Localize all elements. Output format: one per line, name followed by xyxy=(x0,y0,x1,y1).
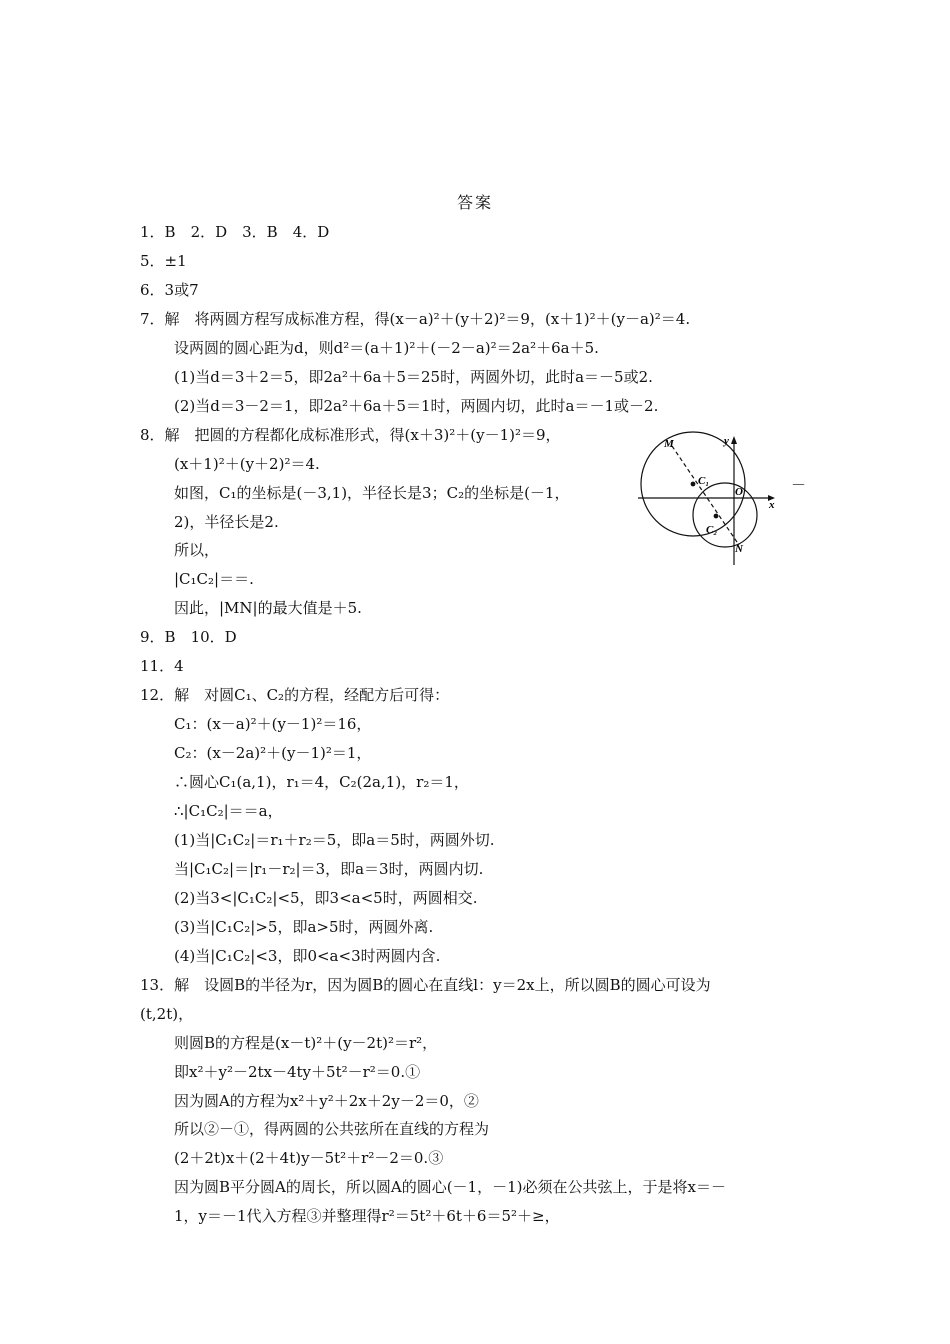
answer-line: 如图，C₁的坐标是(－3,1)，半径长是3；C₂的坐标是(－1， xyxy=(174,483,570,502)
answer-line: 因为圆A的方程为x²＋y²＋2x＋2y－2＝0，② xyxy=(174,1091,479,1110)
answer-line: 11．4 xyxy=(140,657,184,676)
label-o: O xyxy=(735,486,743,498)
answer-line: (1)当|C₁C₂|＝r₁＋r₂＝5，即a＝5时，两圆外切. xyxy=(174,830,495,849)
answer-line: 因此，|MN|的最大值是＋5. xyxy=(174,599,362,618)
answer-line: 1．B 2．D 3．B 4．D xyxy=(140,223,330,241)
answer-line: 即x²＋y²－2tx－4ty＋5t²－r²＝0.① xyxy=(174,1062,421,1081)
two-circles-figure xyxy=(638,430,813,570)
answer-line: 2)，半径长是2. xyxy=(174,512,279,531)
answer-line: (x＋1)²＋(y＋2)²＝4. xyxy=(174,454,320,473)
answer-line: ∴圆心C₁(a,1)，r₁＝4，C₂(2a,1)，r₂＝1， xyxy=(174,773,469,792)
label-m: M xyxy=(664,438,674,450)
answer-line: 7．解 将两圆方程写成标准方程，得(x－a)²＋(y＋2)²＝9，(x＋1)²＋(y－a)²＝4. xyxy=(140,309,691,328)
answer-line: 则圆B的方程是(x－t)²＋(y－2t)²＝r²， xyxy=(174,1033,438,1052)
answer-line: (t,2t)， xyxy=(140,1004,194,1023)
answer-line: (4)当|C₁C₂|<3，即0<a<3时两圆内含. xyxy=(174,946,441,965)
center-c2-dot xyxy=(714,514,719,519)
label-x: x xyxy=(769,499,775,511)
circle-c2 xyxy=(693,483,757,547)
answer-line: (3)当|C₁C₂|>5，即a>5时，两圆外离. xyxy=(174,917,434,936)
answer-line: (2)当d＝3－2＝1，即2a²＋6a＋5＝1时，两圆内切，此时a＝－1或－2. xyxy=(174,396,659,415)
answer-line: 9．B 10．D xyxy=(140,628,237,647)
side-dash: － xyxy=(791,476,807,494)
answer-line: C₁：(x－a)²＋(y－1)²＝16， xyxy=(174,715,372,734)
answer-line: (2)当3<|C₁C₂|<5，即3<a<5时，两圆相交. xyxy=(174,888,478,907)
answer-line: 所以②－①，得两圆的公共弦所在直线的方程为 xyxy=(174,1120,490,1139)
answer-line: 13．解 设圆B的半径为r，因为圆B的圆心在直线l：y＝2x上，所以圆B的圆心可设为 xyxy=(140,975,711,994)
y-axis-arrow xyxy=(731,436,737,444)
page-title: 答案 xyxy=(456,193,493,212)
answer-line: 12．解 对圆C₁、C₂的方程，经配方后可得： xyxy=(140,686,450,705)
answer-line: (1)当d＝3＋2＝5，即2a²＋6a＋5＝25时，两圆外切，此时a＝－5或2. xyxy=(174,367,653,386)
label-c2: C₂ xyxy=(706,524,718,536)
answer-line: 6．3或7 xyxy=(140,280,199,299)
answer-line: 当|C₁C₂|＝|r₁－r₂|＝3，即a＝3时，两圆内切. xyxy=(174,859,484,878)
answer-line: C₂：(x－2a)²＋(y－1)²＝1， xyxy=(174,744,372,763)
answer-line: 所以， xyxy=(174,541,220,560)
answer-line: 设两圆的圆心距为d，则d²＝(a＋1)²＋(－2－a)²＝2a²＋6a＋5. xyxy=(174,338,599,357)
label-n: N xyxy=(735,543,743,555)
answer-line: 8．解 把圆的方程都化成标准形式，得(x＋3)²＋(y－1)²＝9， xyxy=(140,425,561,444)
center-c1-dot xyxy=(691,482,696,487)
answer-line: ∴|C₁C₂|＝＝a， xyxy=(174,802,283,820)
label-y: y xyxy=(724,435,729,447)
label-c1: C₁ xyxy=(698,475,710,487)
answer-line: (2＋2t)x＋(2＋4t)y－5t²＋r²－2＝0.③ xyxy=(174,1149,444,1168)
answer-line: 1，y＝－1代入方程③并整理得r²＝5t²＋6t＋6＝5²＋≥， xyxy=(174,1207,560,1226)
answer-line: |C₁C₂|＝＝. xyxy=(174,570,254,589)
answer-line: 因为圆B平分圆A的周长，所以圆A的圆心(－1，－1)必须在公共弦上，于是将x＝－ xyxy=(174,1178,726,1197)
answer-line: 5．±1 xyxy=(140,251,187,270)
